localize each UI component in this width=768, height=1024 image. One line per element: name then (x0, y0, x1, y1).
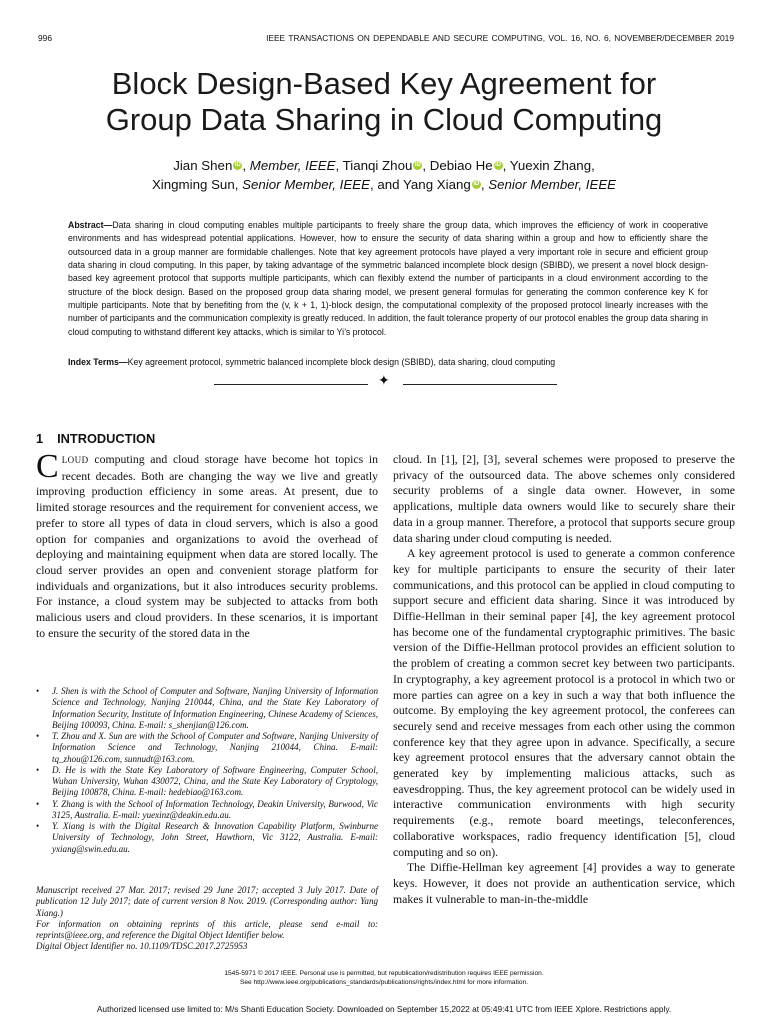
doi-note: Digital Object Identifier no. 10.1109/TDSC.2017.2725953 (36, 941, 248, 952)
author-line-2: Xingming Sun, Senior Member, IEEE, and Yang Xiang iD , Senior Member, IEEE (151, 177, 617, 192)
divider-star-icon: ✦ (378, 374, 390, 389)
orcid-icon[interactable]: iD (234, 162, 241, 168)
orcid-icon[interactable]: iD (473, 181, 480, 187)
author-name: Xingming Sun (151, 177, 235, 192)
license-footer: Authorized licensed use limited to: M/s Shanti Education Society. Downloaded on September 15,2022 at 05:49:41 UTC from IEEE Xplore. Restrictions apply. (96, 1004, 672, 1014)
affiliation-item (36, 686, 378, 731)
section-divider (214, 376, 557, 390)
intro-text: computing and cloud storage have become hot topics in recent decades. Both are changing the way we live and greatly improving production efficiency in some areas. At present, due to limited storage resources and the requirement for convenient access, we prefer to store all types of data in cloud servers, which is also a good option for companies and organizations to avoid the overhead of deploying and maintaining equipment when data are stored locally. The cloud server provides an open and convenient storage platform for individuals and organizations, but it also introduces security problems. For instance, a cloud system may be subjected to attacks from both malicious users and cloud providers. In these scenarios, it is important to ensure the security of the stored data in the (36, 453, 378, 640)
body-paragraph: cloud. In [1], [2], [3], several schemes were proposed to preserve the privacy of the outsourced data. The above schemes only considered security problems of a single data owner. However, in some applications, multiple data owners would like to securely share their data in a group manner. Therefore, a protocol that supports secure group data sharing under cloud computing is needed. (393, 453, 735, 545)
left-column-body (36, 448, 378, 641)
running-header (38, 33, 734, 47)
manuscript-dates: Manuscript received 27 Mar. 2017; revised 29 June 2017; accepted 3 July 2017. Date of publication 12 July 2017; date of current version 8 Nov. 2019. (Corresponding author: Yang Xiang.) (36, 885, 378, 918)
intro-paragraph-1 (36, 448, 378, 641)
index-terms-text: Key agreement protocol, symmetric balanced incomplete block design (SBIBD), data sharing, cloud computing (127, 357, 556, 367)
affiliation-footnotes (36, 686, 378, 855)
index-terms (68, 356, 728, 368)
bullet-icon: • (36, 686, 40, 696)
affiliation-text: J. Shen is with the School of Computer and Software, Nanjing University of Information Science and Technology, Nanjing 210044, China, and the State Key Laboratory of Information Security, Institute of Information Engineering, Chinese Academy of Sciences, Beijing 100093, China. E-mail: s_shenjian@126.com. (52, 686, 378, 730)
bullet-icon: • (36, 731, 40, 741)
section-title: INTRODUCTION (57, 431, 156, 446)
author-conjunction: and (377, 177, 400, 192)
body-paragraph: A key agreement protocol is used to generate a common conference key for multiple participants to ensure the security of their later communications, and this protocol can be applied in cloud computing to support secure and efficient data sharing. Since it was introduced by Diffie-Hellman in their seminal paper [4], the key agreement protocol has become one of the fundamental cryptographic primitives. The basic version of the Diffie-Hellman protocol provides an efficient solution to the problem of creating a common secret key between two participants. In cryptography, a key agreement protocol is a protocol in which two or more parties can agree on a key in such a way that both influence the outcome. By employing the key agreement protocol, the conferees can securely send and receive messages from each other using the common conference key that they agree upon in advance. Specifically, a secure key agreement protocol ensures that the adversary cannot obtain the generated key by implementing malicious attacks, such as eavesdropping. Thus, the key agreement protocol can be widely used in interactive communication environments with high security requirements (e.g., remote board meetings, teleconferences, collaborative workspaces, radio frequency identification [5], cloud computing and so on). (393, 547, 735, 859)
affiliation-item (36, 821, 378, 855)
author-name: Debiao He (429, 158, 493, 173)
title-line-2: Group Data Sharing in Cloud Computing (105, 102, 663, 137)
title-line-1: Block Design-Based Key Agreement for (111, 66, 657, 101)
affiliation-text: Y. Xiang is with the Digital Research & Innovation Capability Platform, Swinburne University of Technology, John Street, Hawthorn, Vic 3122, Australia. E-mail: yxiang@swin.edu.au. (52, 821, 378, 854)
abstract-text: Data sharing in cloud computing enables multiple participants to freely share the group data, which improves the efficiency of work in cooperative environments and has widespread potential applications. However, how to ensure the security of data sharing within a group and how to efficiently share the outsourced data in a group manner are formidable challenges. Note that key agreement protocols have played a very important role in secure and efficient group data sharing in cloud computing. In this paper, by taking advantage of the symmetric balanced incomplete block design (SBIBD), we present a novel block design-based key agreement protocol that supports multiple participants, which can flexibly extend the number of participants in a cloud environment according to the structure of the block design. Based on the proposed group data sharing model, we present general formulas for generating the common conference key K for multiple participants. Note that by benefiting from the (v, k + 1, 1)-block design, the computational complexity of the proposed protocol linearly increases with the number of participants and the communication complexity is greatly reduced. In addition, the fault tolerance property of our protocol enables the group data sharing in cloud computing to withstand different key attacks, which is similar to Yi’s protocol. (68, 220, 708, 337)
affiliation-item (36, 799, 378, 822)
copyright-notice (140, 969, 628, 987)
author-name: Yuexin Zhang, (509, 158, 595, 173)
affiliation-item (36, 765, 378, 799)
affiliation-item (36, 731, 378, 765)
reprints-note: For information on obtaining reprints of this article, please send e-mail to: reprints@ieee.org, and reference the Digital Object Identifier below. (36, 918, 378, 940)
intro-smallcaps: LOUD (61, 455, 89, 465)
affiliation-text: T. Zhou and X. Sun are with the School of Computer and Software, Nanjing University of Information Science and Technology, Nanjing 210044, China. E-mail: tq_zhou@126.com, sunnudt@163.com. (52, 731, 378, 764)
divider-line-left (214, 384, 368, 385)
copyright-line-1: 1545-5971 © 2017 IEEE. Personal use is permitted, but republication/redistribution requires IEEE permission. (224, 970, 544, 977)
affiliation-text: Y. Zhang is with the School of Information Technology, Deakin University, Burwood, Vic 3125, Australia. E-mail: yuexinz@deakin.edu.au. (52, 798, 378, 820)
section-heading (36, 431, 155, 446)
copyright-line-2: See http://www.ieee.org/publications_standards/publications/rights/index.html for more information. (239, 979, 529, 986)
author-membership: Senior Member, IEEE (242, 177, 370, 192)
affiliation-text: D. He is with the State Key Laboratory of Software Engineering, Computer School, Wuhan University, Wuhan 430072, China, and the State Key Laboratory of Cryptology, Beijing 100878, China. E-mail: hedebiao@163.com. (52, 764, 378, 798)
manuscript-notes (36, 885, 378, 953)
bullet-icon: • (36, 821, 40, 831)
bullet-icon: • (36, 798, 40, 809)
journal-running-head: IEEE TRANSACTIONS ON DEPENDABLE AND SECURE COMPUTING, VOL. 16, NO. 6, NOVEMBER/DECEMBER 2019 (266, 33, 734, 43)
section-number: 1 (36, 431, 44, 446)
divider-line-right (403, 384, 557, 385)
author-list (40, 156, 728, 194)
abstract-label: Abstract— (68, 220, 113, 230)
author-name: Jian Shen (173, 158, 233, 173)
author-membership: Senior Member, IEEE (488, 177, 617, 192)
drop-cap: C (36, 448, 59, 485)
orcid-icon[interactable]: iD (495, 162, 502, 168)
right-column-body (393, 452, 735, 907)
abstract (68, 219, 708, 339)
index-terms-label: Index Terms— (68, 357, 128, 367)
author-name: Tianqi Zhou (342, 158, 413, 173)
orcid-icon[interactable]: iD (414, 162, 421, 168)
author-name: Yang Xiang (403, 177, 471, 192)
body-paragraph: The Diffie-Hellman key agreement [4] provides a way to generate keys. However, it does not provide an authentication service, which makes it vulnerable to man-in-the-middle (393, 861, 735, 906)
paper-title (40, 66, 728, 138)
bullet-icon: • (36, 764, 40, 775)
author-line-1: Jian Shen iD , Member, IEEE, Tianqi Zhou iD , Debiao He iD , Yuexin Zhang, (173, 158, 595, 173)
page-number: 996 (38, 33, 52, 43)
author-membership: Member, IEEE (249, 158, 336, 173)
